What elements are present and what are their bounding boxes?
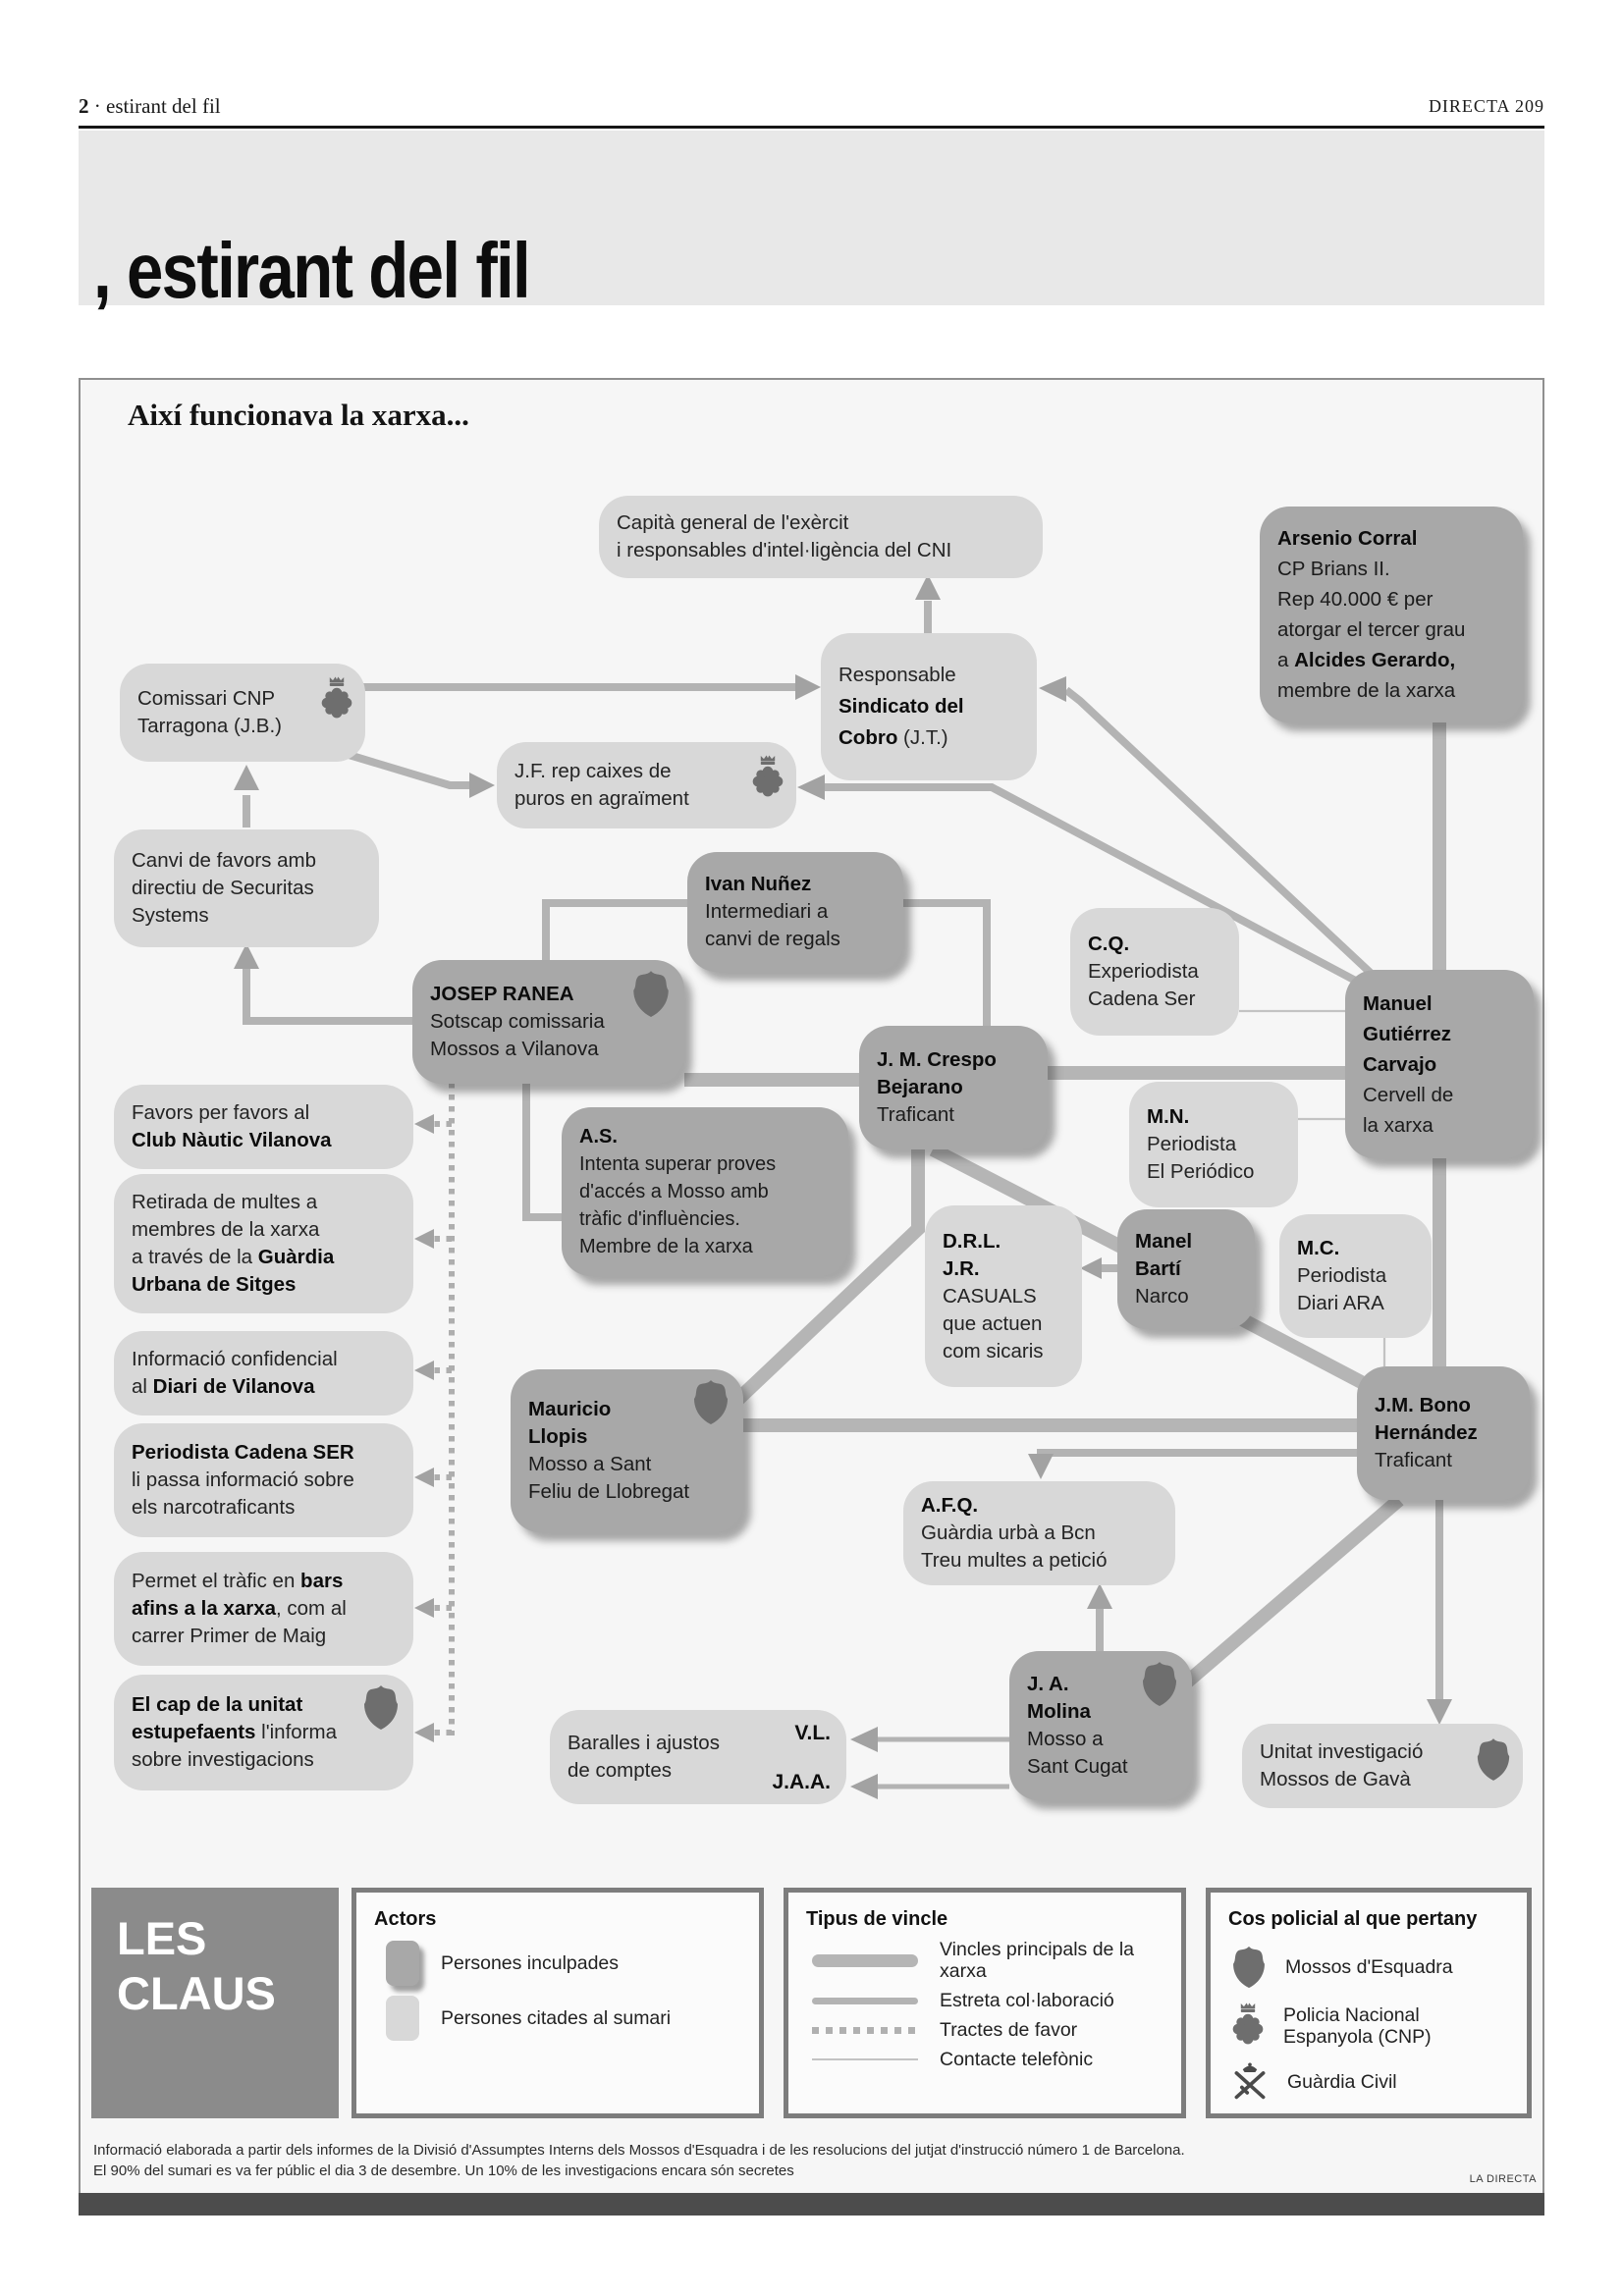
- vincle-label: Tractes de favor: [940, 2019, 1078, 2041]
- node-text: Intenta superar proves: [579, 1153, 777, 1175]
- node-text: Unitat investigació: [1260, 1740, 1424, 1763]
- node-line: [132, 1127, 396, 1154]
- node-line: [1297, 1290, 1414, 1317]
- node-text: al: [132, 1375, 153, 1398]
- node-text: CP Brians II.: [1277, 558, 1390, 580]
- node-text: Responsable: [839, 664, 956, 686]
- node-line: [132, 847, 361, 875]
- node-text: Baralles i ajustos: [568, 1732, 720, 1754]
- node-text: a través de la: [132, 1246, 258, 1268]
- node-text: Permet el tràfic en: [132, 1570, 301, 1592]
- cnp-badge-icon: [1230, 2002, 1266, 2049]
- node-line: [943, 1283, 1064, 1310]
- legend-title-line1: LES: [117, 1912, 207, 1964]
- node-text: M.N.: [1147, 1105, 1190, 1128]
- node-line: [1297, 1235, 1414, 1262]
- node-text: puros en agraïment: [514, 787, 689, 810]
- node-text: Bejarano: [877, 1076, 963, 1098]
- node-retirada-multes: [114, 1174, 413, 1313]
- page-headline: , estirant del fil: [93, 227, 530, 314]
- section-title: · estirant del fil: [93, 94, 221, 118]
- node-line: [132, 875, 361, 902]
- node-text: Feliu de Llobregat: [528, 1480, 690, 1503]
- node-line: [1277, 675, 1505, 706]
- node-line: [132, 1467, 396, 1494]
- node-text: afins a la xarxa: [132, 1597, 277, 1620]
- node-text: Traficant: [1375, 1449, 1452, 1471]
- vincle-label: Estreta col·laboració: [940, 1990, 1114, 2011]
- node-line: [943, 1310, 1064, 1338]
- node-line: [943, 1255, 1064, 1283]
- mossos-badge-icon: [361, 1683, 401, 1731]
- node-text: Intermediari a: [705, 900, 829, 923]
- mossos-badge-icon: [1475, 1736, 1512, 1782]
- node-line: [528, 1478, 726, 1506]
- node-line: [514, 785, 779, 813]
- node-line: [1363, 1080, 1516, 1110]
- legend-row: [1230, 2062, 1527, 2102]
- node-manel-barti: [1117, 1209, 1255, 1329]
- legend-cossos-panel: [1206, 1888, 1532, 2118]
- node-text: Rep 40.000 € per: [1277, 588, 1434, 611]
- node-line: [1277, 554, 1505, 584]
- node-text: Narco: [1135, 1285, 1189, 1308]
- node-line: [705, 926, 886, 953]
- mossos-badge-icon: [691, 1378, 730, 1425]
- node-line: [877, 1074, 1030, 1101]
- node-unitat-gava: [1242, 1724, 1523, 1808]
- thick-line-sample: [812, 1954, 918, 1967]
- node-line: [877, 1046, 1030, 1074]
- node-text: Guàrdia: [257, 1246, 335, 1268]
- node-line: [132, 1595, 396, 1623]
- cos-label: Mossos d'Esquadra: [1285, 1955, 1453, 1978]
- node-mn-periodista: [1129, 1082, 1298, 1207]
- node-text: que actuen: [943, 1311, 1043, 1335]
- legend-title-box: [91, 1888, 339, 2118]
- node-line: [1088, 986, 1221, 1013]
- node-text: Membre de la xarxa: [579, 1236, 753, 1257]
- node-text: Mossos a Vilanova: [430, 1038, 599, 1060]
- node-text: A.F.Q.: [921, 1494, 979, 1517]
- node-text: Cervell de: [1363, 1083, 1454, 1106]
- node-text: Sant Cugat: [1027, 1755, 1128, 1778]
- node-line: [132, 1691, 396, 1719]
- node-text: Alcides Gerardo,: [1294, 649, 1456, 671]
- node-line: [1135, 1283, 1237, 1310]
- mossos-badge-icon: [1140, 1660, 1179, 1707]
- actors-label: Persones inculpades: [441, 1952, 620, 1974]
- node-line: [579, 1233, 831, 1260]
- node-line: [132, 1719, 396, 1746]
- node-line: [1277, 614, 1505, 645]
- node-text: com sicaris: [943, 1339, 1044, 1362]
- node-line: [132, 1189, 396, 1216]
- node-info-confidencial: [114, 1331, 413, 1415]
- node-line: [1260, 1766, 1505, 1793]
- node-line: [705, 898, 886, 926]
- node-line: [579, 1150, 831, 1178]
- node-line: [1363, 1110, 1516, 1141]
- node-line: [132, 1373, 396, 1401]
- node-ivan-nunez: [687, 852, 903, 972]
- node-manuel-gutierrez: [1345, 970, 1534, 1158]
- node-text: Cadena Ser: [1088, 988, 1196, 1010]
- node-text: Traficant: [877, 1103, 954, 1126]
- node-line: [705, 871, 886, 898]
- node-baralles: [550, 1710, 846, 1804]
- node-line: [1147, 1158, 1280, 1186]
- node-periodista-ser: [114, 1423, 413, 1537]
- node-line: [1297, 1262, 1414, 1290]
- node-text: Gutiérrez: [1363, 1022, 1451, 1045]
- node-text: Periodista: [1297, 1264, 1387, 1287]
- node-line: [1277, 645, 1505, 675]
- node-text: C.Q.: [1088, 933, 1130, 955]
- node-text: Mosso a: [1027, 1728, 1104, 1750]
- node-line: [579, 1178, 831, 1205]
- node-line: [132, 1568, 396, 1595]
- node-text: a: [1277, 649, 1295, 671]
- node-text: Sindicato del: [839, 695, 964, 718]
- node-line: [1088, 958, 1221, 986]
- node-text: membre de la xarxa: [1277, 679, 1456, 702]
- node-line: [430, 1036, 667, 1063]
- node-line: [617, 537, 1025, 564]
- vincles-title: Tipus de vincle: [806, 1908, 948, 1930]
- node-line: [132, 1099, 396, 1127]
- citat-swatch: [386, 1996, 419, 2041]
- node-text: Canvi de favors amb: [132, 849, 317, 872]
- cnp-badge-icon: [319, 676, 354, 722]
- node-line: [132, 1623, 396, 1650]
- node-line: [877, 1101, 1030, 1129]
- node-text: , com al: [276, 1597, 347, 1620]
- node-crespo-bejarano: [859, 1026, 1048, 1149]
- node-cq-experiodista: [1070, 908, 1239, 1036]
- node-line: [1363, 1019, 1516, 1049]
- node-line: [1135, 1255, 1237, 1283]
- node-line: [839, 660, 1019, 691]
- node-text: Bartí: [1135, 1257, 1181, 1280]
- mossos-badge-icon: [1230, 1945, 1268, 1989]
- node-text: J.F. rep caixes de: [514, 760, 672, 782]
- node-text: li passa informació sobre: [132, 1468, 354, 1491]
- node-line: [1363, 988, 1516, 1019]
- node-line: [1027, 1726, 1174, 1753]
- node-text: D.R.L.: [943, 1229, 1001, 1253]
- node-text: El Periódico: [1147, 1160, 1255, 1183]
- actors-label: Persones citades al sumari: [441, 2007, 672, 2029]
- node-text: Club Nàutic Vilanova: [132, 1129, 332, 1151]
- node-text: estupefaents: [132, 1721, 256, 1743]
- node-text: JOSEP RANEA: [430, 983, 574, 1005]
- node-line: [132, 902, 361, 930]
- node-text: J.R.: [943, 1256, 980, 1280]
- node-line: [617, 509, 1025, 537]
- node-text: El cap de la unitat: [132, 1693, 303, 1716]
- node-line: [528, 1451, 726, 1478]
- node-line: [921, 1520, 1158, 1547]
- actors-title: Actors: [374, 1908, 437, 1930]
- node-text: els narcotraficants: [132, 1496, 296, 1519]
- legend-actors-panel: [352, 1888, 764, 2118]
- node-text: Capità general de l'exèrcit: [617, 511, 849, 534]
- node-text: Retirada de multes a: [132, 1191, 318, 1213]
- legend-row: [1230, 2002, 1527, 2049]
- mossos-badge-icon: [630, 969, 672, 1018]
- vl-label: V.L.: [794, 1722, 831, 1744]
- node-favors-nautic: [114, 1085, 413, 1169]
- inculpat-swatch: [386, 1941, 419, 1986]
- cos-label: Policia Nacional Espanyola (CNP): [1283, 2003, 1432, 2048]
- vincle-label: Contacte telefònic: [940, 2049, 1094, 2070]
- legend-title-line2: CLAUS: [117, 1967, 276, 2019]
- footnote-line2: El 90% del sumari es va fer públic el dia 3 de desembre. Un 10% de les investigacions encara són secretes: [93, 2163, 794, 2179]
- diagram-title: Així funcionava la xarxa...: [128, 398, 469, 432]
- node-text: Comissari CNP: [137, 687, 276, 710]
- node-line: [839, 722, 1019, 754]
- node-permet-bars: [114, 1552, 413, 1666]
- page-header: [79, 94, 1544, 119]
- node-as-proves: [562, 1107, 848, 1276]
- node-text: Favors per favors al: [132, 1101, 310, 1124]
- node-text: Experiodista: [1088, 960, 1199, 983]
- cos-label: Guàrdia Civil: [1287, 2071, 1397, 2093]
- guardia-civil-icon: [1230, 2062, 1270, 2102]
- node-text: Manuel: [1363, 991, 1433, 1015]
- node-line: [132, 1216, 396, 1244]
- node-drl-jr-casuals: [925, 1205, 1082, 1387]
- node-text: carrer Primer de Maig: [132, 1625, 327, 1647]
- node-text: Sotscap comissaria: [430, 1010, 605, 1033]
- node-line: [514, 758, 779, 785]
- node-line: [137, 685, 348, 713]
- legend-row: [386, 1996, 759, 2041]
- node-line: [1147, 1103, 1280, 1131]
- credit: LA DIRECTA: [1469, 2173, 1537, 2185]
- node-line: [132, 1346, 396, 1373]
- node-line: [132, 1271, 396, 1299]
- node-mc-periodista: [1279, 1214, 1432, 1338]
- node-bono-hernandez: [1357, 1366, 1530, 1500]
- node-line: [921, 1492, 1158, 1520]
- node-text: d'accés a Mosso amb: [579, 1181, 769, 1202]
- node-text: Mossos de Gavà: [1260, 1768, 1411, 1790]
- node-text: i responsables d'intel·ligència del CNI: [617, 539, 952, 561]
- node-line: [1375, 1419, 1512, 1447]
- legend-row: [812, 2019, 1181, 2041]
- node-line: [921, 1547, 1158, 1575]
- legend-row: [1230, 1945, 1527, 1989]
- node-text: bars: [300, 1570, 344, 1592]
- node-text: directiu de Securitas: [132, 877, 314, 899]
- node-josep-ranea: [412, 960, 684, 1084]
- node-text: Periodista Cadena SER: [132, 1441, 354, 1464]
- node-text: Molina: [1027, 1700, 1091, 1723]
- footnote-line1: Informació elaborada a partir dels informes de la Divisió d'Assumptes Interns dels Mossos d'Esquadra i de les resolucions del jutjat d'instrucció número 1 de Barcelona.: [93, 2142, 1185, 2159]
- node-line: [1260, 1738, 1505, 1766]
- node-text: tràfic d'influències.: [579, 1208, 740, 1230]
- node-text: Carvajo: [1363, 1052, 1437, 1076]
- node-text: Diari ARA: [1297, 1292, 1384, 1314]
- node-text: Manel: [1135, 1230, 1193, 1253]
- node-text: Guàrdia urbà a Bcn: [921, 1522, 1096, 1544]
- legend-row: [812, 1990, 1181, 2011]
- node-line: [1088, 931, 1221, 958]
- dotted-line-sample: [812, 2027, 918, 2034]
- node-text: J. A.: [1027, 1673, 1069, 1695]
- node-text: atorgar el tercer grau: [1277, 618, 1466, 641]
- thin-line-sample: [812, 2058, 918, 2060]
- node-mauricio-llopis: [511, 1369, 743, 1532]
- node-line: [1375, 1392, 1512, 1419]
- node-text: Cobro: [839, 726, 898, 749]
- node-text: Informació confidencial: [132, 1348, 338, 1370]
- cnp-badge-icon: [750, 755, 785, 801]
- node-line: [943, 1228, 1064, 1255]
- node-line: [137, 713, 348, 740]
- node-text: Arsenio Corral: [1277, 527, 1418, 550]
- node-text: A.S.: [579, 1126, 618, 1148]
- node-text: Urbana de Sitges: [132, 1273, 297, 1296]
- node-line: [1135, 1228, 1237, 1255]
- page-number: 2: [79, 94, 89, 118]
- node-arsenio-corral: [1260, 507, 1523, 722]
- node-line: [1363, 1049, 1516, 1080]
- node-text: Periodista: [1147, 1133, 1237, 1155]
- node-text: CASUALS: [943, 1284, 1037, 1308]
- node-text: sobre investigacions: [132, 1748, 314, 1771]
- node-text: Llopis: [528, 1425, 588, 1448]
- node-text: Treu multes a petició: [921, 1549, 1108, 1572]
- node-text: canvi de regals: [705, 928, 840, 950]
- node-text: J.M. Bono: [1375, 1394, 1471, 1416]
- legend-row: [812, 1939, 1181, 1982]
- bottom-bar: [79, 2193, 1544, 2216]
- node-line: [132, 1244, 396, 1271]
- node-line: [943, 1338, 1064, 1365]
- node-line: [579, 1205, 831, 1233]
- node-line: [1277, 523, 1505, 554]
- node-line: [1375, 1447, 1512, 1474]
- node-line: [568, 1730, 829, 1757]
- node-line: [1277, 584, 1505, 614]
- node-text: M.C.: [1297, 1237, 1340, 1259]
- node-line: [132, 1746, 396, 1774]
- node-cap-estupefaents: [114, 1675, 413, 1790]
- node-ja-molina: [1009, 1651, 1192, 1800]
- legend-vincles-panel: [784, 1888, 1186, 2118]
- medium-line-sample: [812, 1998, 918, 2004]
- node-text: membres de la xarxa: [132, 1218, 320, 1241]
- legend-row: [812, 2049, 1181, 2070]
- node-text: Tarragona (J.B.): [137, 715, 282, 737]
- node-text: de comptes: [568, 1759, 672, 1782]
- node-line: [132, 1494, 396, 1522]
- node-capita-general: [599, 496, 1043, 578]
- node-text: J. M. Crespo: [877, 1048, 997, 1071]
- node-line: [528, 1423, 726, 1451]
- node-line: [579, 1123, 831, 1150]
- vincle-label: Vincles principals de la xarxa: [940, 1939, 1134, 1982]
- node-text: l'informa: [255, 1721, 337, 1743]
- node-jf-puros: [497, 742, 796, 828]
- node-text: la xarxa: [1363, 1113, 1434, 1137]
- jaa-label: J.A.A.: [772, 1771, 831, 1793]
- node-text: Ivan Nuñez: [705, 873, 812, 895]
- node-sindicato-cobro: [821, 633, 1037, 780]
- source-footnote: [93, 2140, 1399, 2181]
- legend-row: [386, 1941, 759, 1986]
- node-line: [1147, 1131, 1280, 1158]
- node-text: Hernández: [1375, 1421, 1478, 1444]
- node-line: [839, 691, 1019, 722]
- node-line: [1027, 1753, 1174, 1781]
- node-text: Mauricio: [528, 1398, 612, 1420]
- node-comissari-cnp: [120, 664, 365, 762]
- node-afq-guardia-urba: [903, 1481, 1175, 1585]
- node-text: (J.T.): [897, 726, 948, 749]
- header-rule: [79, 126, 1544, 129]
- node-text: Mosso a Sant: [528, 1453, 652, 1475]
- cossos-title: Cos policial al que pertany: [1228, 1908, 1478, 1930]
- node-line: [132, 1439, 396, 1467]
- node-canvi-securitas: [114, 829, 379, 947]
- node-text: Diari de Vilanova: [152, 1375, 315, 1398]
- masthead: DIRECTA 209: [1428, 96, 1544, 116]
- node-text: Systems: [132, 904, 209, 927]
